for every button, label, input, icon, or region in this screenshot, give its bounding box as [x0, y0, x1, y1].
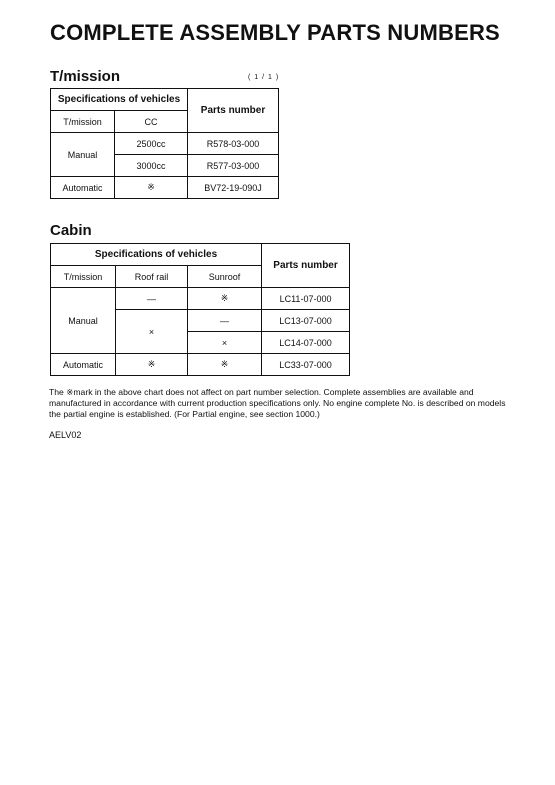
col-header-tmission: T/mission	[51, 111, 115, 133]
cell-roof-rail: —	[116, 288, 188, 310]
cell-part-number: R578-03-000	[188, 133, 279, 155]
document-code: AELV02	[49, 430, 82, 440]
cell-tmission: Automatic	[51, 177, 115, 199]
cell-tmission: Automatic	[51, 354, 116, 376]
footnote: The ※mark in the above chart does not affect on part number selection. Complete assemblies are available and manufactured in accordance with current production specifications only. No engine complete No. is described on models the partial engine is established. (For Partial engine, see section 1000.)	[49, 387, 506, 419]
spec-header: Specifications of vehicles	[51, 244, 262, 266]
cell-sunroof: —	[188, 310, 262, 332]
cell-cc: 3000cc	[115, 155, 188, 177]
cell-part-number: LC14-07-000	[262, 332, 350, 354]
parts-number-header: Parts number	[262, 244, 350, 288]
spec-header: Specifications of vehicles	[51, 89, 188, 111]
cell-cc: 2500cc	[115, 133, 188, 155]
cell-part-number: BV72-19-090J	[188, 177, 279, 199]
cell-roof-rail: ※	[116, 354, 188, 376]
page-title: COMPLETE ASSEMBLY PARTS NUMBERS	[50, 20, 500, 45]
cell-sunroof: ×	[188, 332, 262, 354]
cell-part-number: R577-03-000	[188, 155, 279, 177]
transmission-table	[50, 88, 279, 199]
cabin-table	[50, 243, 350, 376]
cell-part-number: LC11-07-000	[262, 288, 350, 310]
parts-number-header: Parts number	[188, 89, 279, 133]
cell-part-number: LC33-07-000	[262, 354, 350, 376]
col-header-roof-rail: Roof rail	[116, 266, 188, 288]
cell-roof-rail: ×	[116, 310, 188, 354]
transmission-section-title: T/mission	[50, 68, 121, 85]
cell-tmission: Manual	[51, 133, 115, 177]
page-indicator: ( 1 / 1 )	[248, 74, 280, 81]
col-header-tmission: T/mission	[51, 266, 116, 288]
col-header-sunroof: Sunroof	[188, 266, 262, 288]
cell-tmission: Manual	[51, 288, 116, 354]
cell-cc: ※	[115, 177, 188, 199]
col-header-cc: CC	[115, 111, 188, 133]
cell-part-number: LC13-07-000	[262, 310, 350, 332]
cabin-section-title: Cabin	[50, 222, 92, 239]
cell-sunroof: ※	[188, 354, 262, 376]
cell-sunroof: ※	[188, 288, 262, 310]
